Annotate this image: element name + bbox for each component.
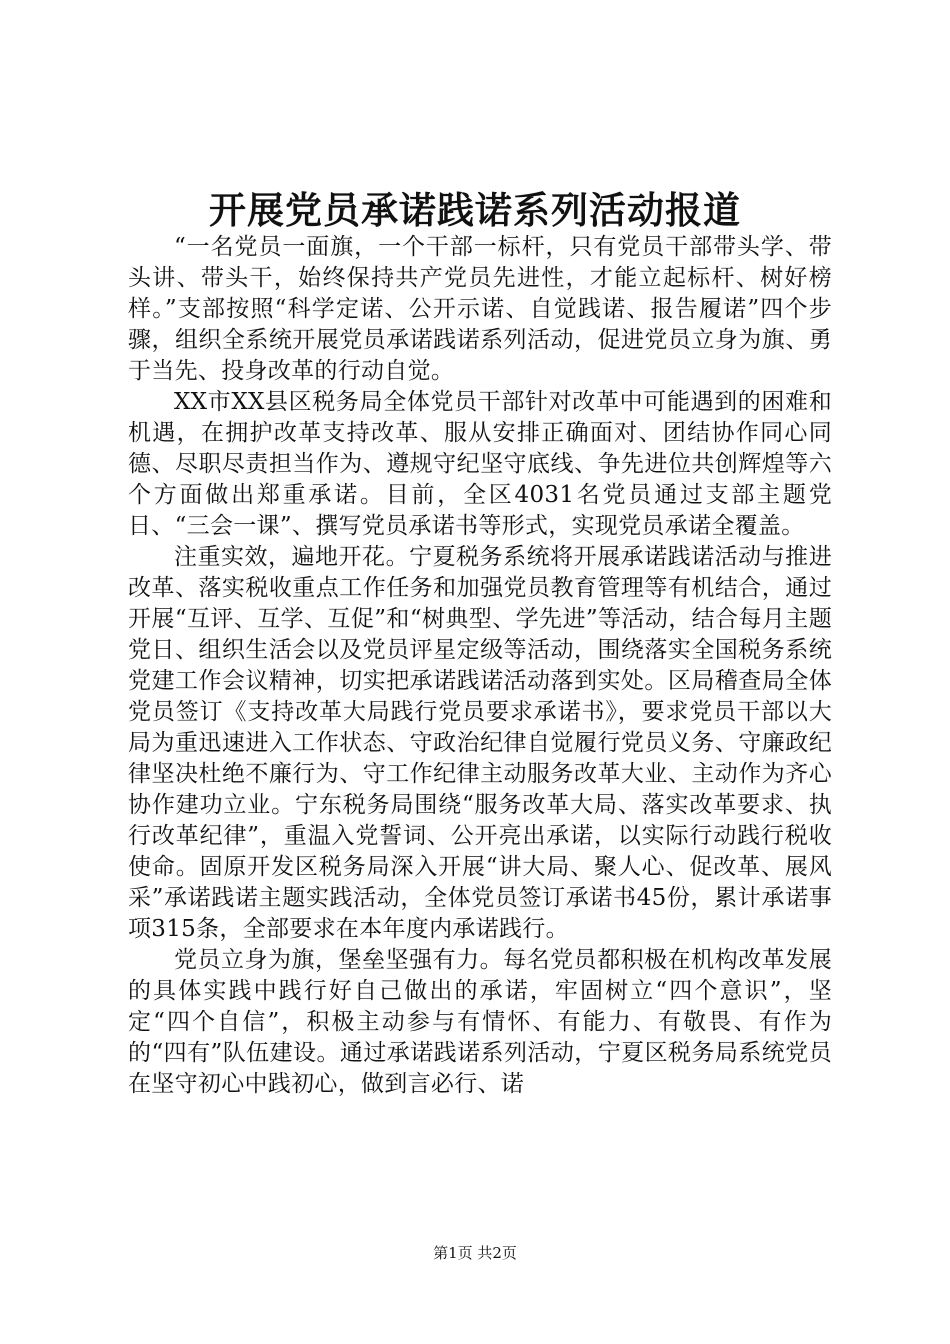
paragraph: XX市XX县区税务局全体党员干部针对改革中可能遇到的困难和机遇，在拥护改革支持改革、服从安排正确面对、团结协作同心同德、尽职尽责担当作为、遵规守纪坚守底线、争先进位共创辉煌等六个方面做出郑重承诺。目前，全区4031名党员通过支部主题党日、“三会一课”、撰写党员承诺书等形式，实现党员承诺全覆盖。	[128, 389, 832, 539]
paragraph: 注重实效，遍地开花。宁夏税务系统将开展承诺践诺活动与推进改革、落实税收重点工作任务和加强党员教育管理等有机结合，通过开展“互评、互学、互促”和“树典型、学先进”等活动，结合每月主题党日、组织生活会以及党员评星定级等活动，围绕落实全国税务系统党建工作会议精神，切实把承诺践诺活动落到实处。区局稽查局全体党员签订《支持改革大局践行党员要求承诺书》，要求党员干部以大局为重迅速进入工作状态、守政治纪律自觉履行党员义务、守廉政纪律坚决杜绝不廉行为、守工作纪律主动服务改革大业、主动作为齐心协作建功立业。宁东税务局围绕“服务改革大局、落实改革要求、执行改革纪律”，重温入党誓词、公开亮出承诺，以实际行动践行税收使命。固原开发区税务局深入开展“讲大局、聚人心、促改革、展风采”承诺践诺主题实践活动，全体党员签订承诺书45份，累计承诺事项315条，全部要求在本年度内承诺践行。	[128, 544, 832, 942]
paragraph: “一名党员一面旗，一个干部一标杆，只有党员干部带头学、带头讲、带头干，始终保持共产党员先进性，才能立起标杆、树好榜样。”支部按照“科学定诺、公开示诺、自觉践诺、报告履诺”四个步骤，组织全系统开展党员承诺践诺系列活动，促进党员立身为旗、勇于当先、投身改革的行动自觉。	[128, 234, 832, 384]
paragraph: 党员立身为旗，堡垒坚强有力。每名党员都积极在机构改革发展的具体实践中践行好自己做出的承诺，牢固树立“四个意识”，坚定“四个自信”，积极主动参与有情怀、有能力、有敬畏、有作为的“四有”队伍建设。通过承诺践诺系列活动，宁夏区税务局系统党员在坚守初心中践初心，做到言必行、诺	[128, 947, 832, 1097]
page-number-footer: 第1页 共2页	[433, 1244, 517, 1262]
document-body	[128, 232, 832, 1100]
document-title: 开展党员承诺践诺系列活动报道	[209, 188, 741, 232]
